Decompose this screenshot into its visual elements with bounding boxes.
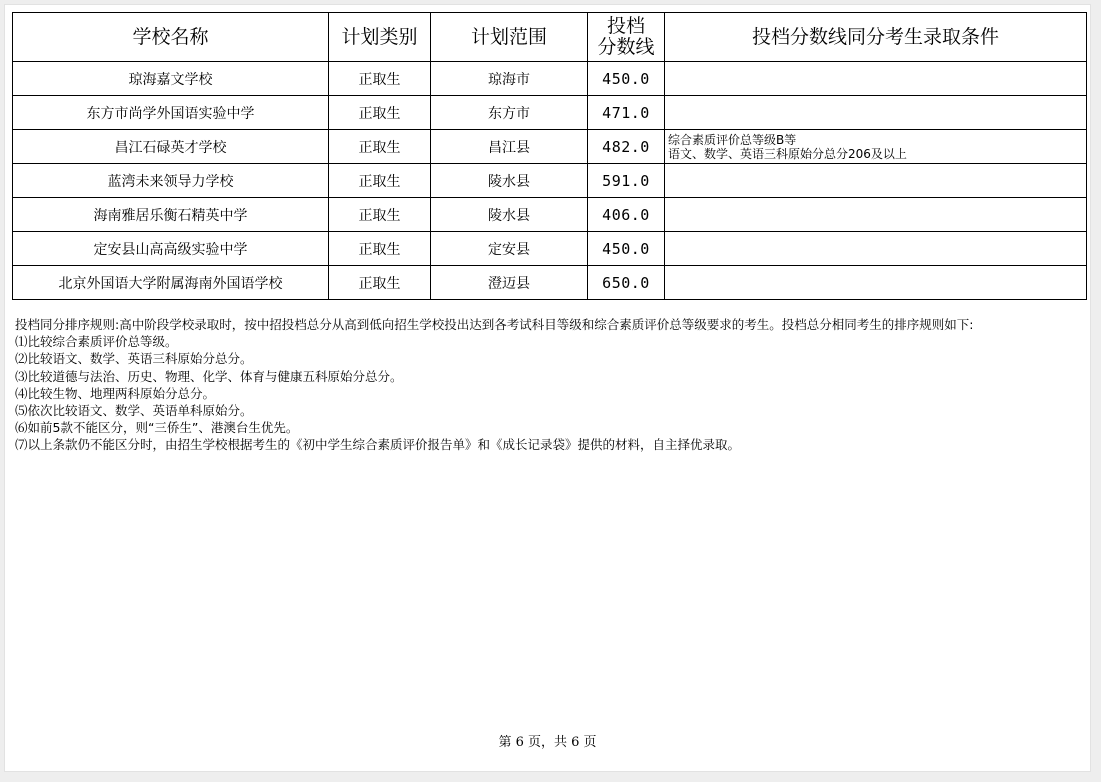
cell-plan-type: 正取生	[329, 198, 431, 232]
cell-plan-type: 正取生	[329, 164, 431, 198]
header-plan-scope: 计划范围	[431, 13, 588, 62]
cell-conditions	[665, 164, 1087, 198]
condition-line: 综合素质评价总等级B等	[668, 132, 797, 147]
cell-score: 406.0	[588, 198, 665, 232]
rules-intro: 投档同分排序规则:高中阶段学校录取时，按中招投档总分从高到低向招生学校投出达到各考试科目等级和综合素质评价总等级要求的考生。投档总分相同考生的排序规则如下:	[15, 317, 974, 332]
document-page	[4, 4, 1091, 772]
admission-table	[12, 12, 1087, 300]
table-row	[13, 62, 1087, 96]
rule-item: ⑵比较语文、数学、英语三科原始分总分。	[15, 351, 253, 367]
cell-conditions	[665, 130, 1087, 164]
rule-item: ⑸依次比较语文、数学、英语单科原始分。	[15, 403, 253, 419]
cell-plan-scope: 陵水县	[431, 198, 588, 232]
cell-school: 蓝湾未来领导力学校	[13, 164, 329, 198]
cell-plan-type: 正取生	[329, 232, 431, 266]
header-score-line	[588, 13, 665, 62]
table-row	[13, 266, 1087, 300]
table-row	[13, 130, 1087, 164]
rule-item: ⑺以上条款仍不能区分时，由招生学校根据考生的《初中学生综合素质评价报告单》和《成长记录袋》提供的材料，自主择优录取。	[15, 437, 741, 453]
tie-break-rules	[15, 316, 1085, 454]
header-score-line-1: 投档	[606, 15, 645, 37]
condition-line: 语文、数学、英语三科原始分总分206及以上	[668, 146, 907, 161]
cell-score: 482.0	[588, 130, 665, 164]
table-row	[13, 198, 1087, 232]
cell-score: 450.0	[588, 232, 665, 266]
cell-conditions	[665, 198, 1087, 232]
table-row	[13, 164, 1087, 198]
header-plan-type: 计划类别	[329, 13, 431, 62]
cell-score: 471.0	[588, 96, 665, 130]
cell-plan-scope: 陵水县	[431, 164, 588, 198]
cell-plan-scope: 琼海市	[431, 62, 588, 96]
table-row	[13, 96, 1087, 130]
cell-plan-type: 正取生	[329, 62, 431, 96]
cell-conditions	[665, 96, 1087, 130]
header-score-line-2: 分数线	[597, 36, 655, 58]
header-school-name: 学校名称	[13, 13, 329, 62]
cell-school: 北京外国语大学附属海南外国语学校	[13, 266, 329, 300]
cell-score: 591.0	[588, 164, 665, 198]
cell-score: 650.0	[588, 266, 665, 300]
cell-plan-type: 正取生	[329, 130, 431, 164]
rule-item: ⑶比较道德与法治、历史、物理、化学、体育与健康五科原始分总分。	[15, 368, 403, 384]
table-header-row	[13, 13, 1087, 62]
cell-plan-scope: 东方市	[431, 96, 588, 130]
rule-item: ⑴比较综合素质评价总等级。	[15, 334, 178, 350]
cell-plan-type: 正取生	[329, 96, 431, 130]
cell-plan-scope: 昌江县	[431, 130, 588, 164]
cell-plan-scope: 定安县	[431, 232, 588, 266]
cell-school: 海南雅居乐衡石精英中学	[13, 198, 329, 232]
cell-school: 昌江石碌英才学校	[13, 130, 329, 164]
cell-school: 琼海嘉文学校	[13, 62, 329, 96]
cell-school: 东方市尚学外国语实验中学	[13, 96, 329, 130]
table-row	[13, 232, 1087, 266]
page-number: 第 6 页，共 6 页	[498, 735, 597, 750]
header-conditions: 投档分数线同分考生录取条件	[665, 13, 1087, 62]
cell-conditions	[665, 62, 1087, 96]
rule-item: ⑹如前5款不能区分，则“三侨生”、港澳台生优先。	[15, 420, 299, 436]
cell-score: 450.0	[588, 62, 665, 96]
rule-item: ⑷比较生物、地理两科原始分总分。	[15, 385, 216, 401]
cell-conditions	[665, 232, 1087, 266]
cell-plan-scope: 澄迈县	[431, 266, 588, 300]
cell-conditions	[665, 266, 1087, 300]
cell-school: 定安县山高高级实验中学	[13, 232, 329, 266]
cell-plan-type: 正取生	[329, 266, 431, 300]
